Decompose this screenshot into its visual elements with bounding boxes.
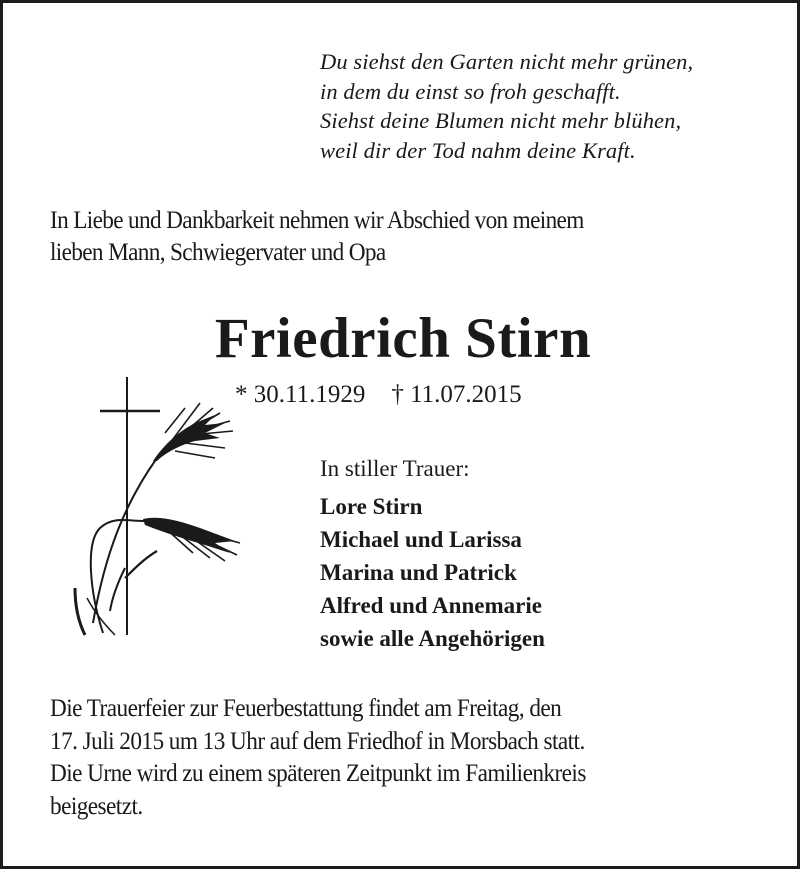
mourner-name: Lore Stirn xyxy=(320,494,423,519)
intro-line: In Liebe und Dankbarkeit nehmen wir Abschied von meinem xyxy=(50,207,584,234)
farewell-intro xyxy=(50,205,584,269)
life-dates xyxy=(235,379,522,411)
poem-line: Siehst deine Blumen nicht mehr blühen, xyxy=(320,108,682,133)
service-line: Die Urne wird zu einem späteren Zeitpunkt im Familienkreis xyxy=(50,760,586,787)
mourners-list xyxy=(320,490,545,655)
birth-date: * 30.11.1929 xyxy=(235,381,366,408)
poem-line: Du siehst den Garten nicht mehr grünen, xyxy=(320,49,694,74)
funeral-service-info xyxy=(50,693,586,823)
mourner-name: Michael und Larissa xyxy=(320,527,522,552)
memorial-poem xyxy=(320,47,693,165)
deceased-name: Friedrich Stirn xyxy=(214,307,592,370)
mourner-name: Alfred und Annemarie xyxy=(320,593,542,618)
poem-line: weil dir der Tod nahm deine Kraft. xyxy=(320,137,636,163)
mourner-name: sowie alle Angehörigen xyxy=(320,626,545,651)
poem-line: in dem du einst so froh geschafft. xyxy=(320,78,621,104)
cross-with-wheat-icon xyxy=(65,373,245,638)
service-line: beigesetzt. xyxy=(50,792,143,820)
intro-line: lieben Mann, Schwiegervater und Opa xyxy=(50,239,386,266)
service-line: 17. Juli 2015 um 13 Uhr auf dem Friedhof in Morsbach statt. xyxy=(50,727,585,755)
mourner-name: Marina und Patrick xyxy=(320,560,517,585)
mourners-label: In stiller Trauer: xyxy=(320,456,470,481)
service-line: Die Trauerfeier zur Feuerbestattung findet am Freitag, den xyxy=(50,695,562,722)
death-date: † 11.07.2015 xyxy=(391,381,522,408)
